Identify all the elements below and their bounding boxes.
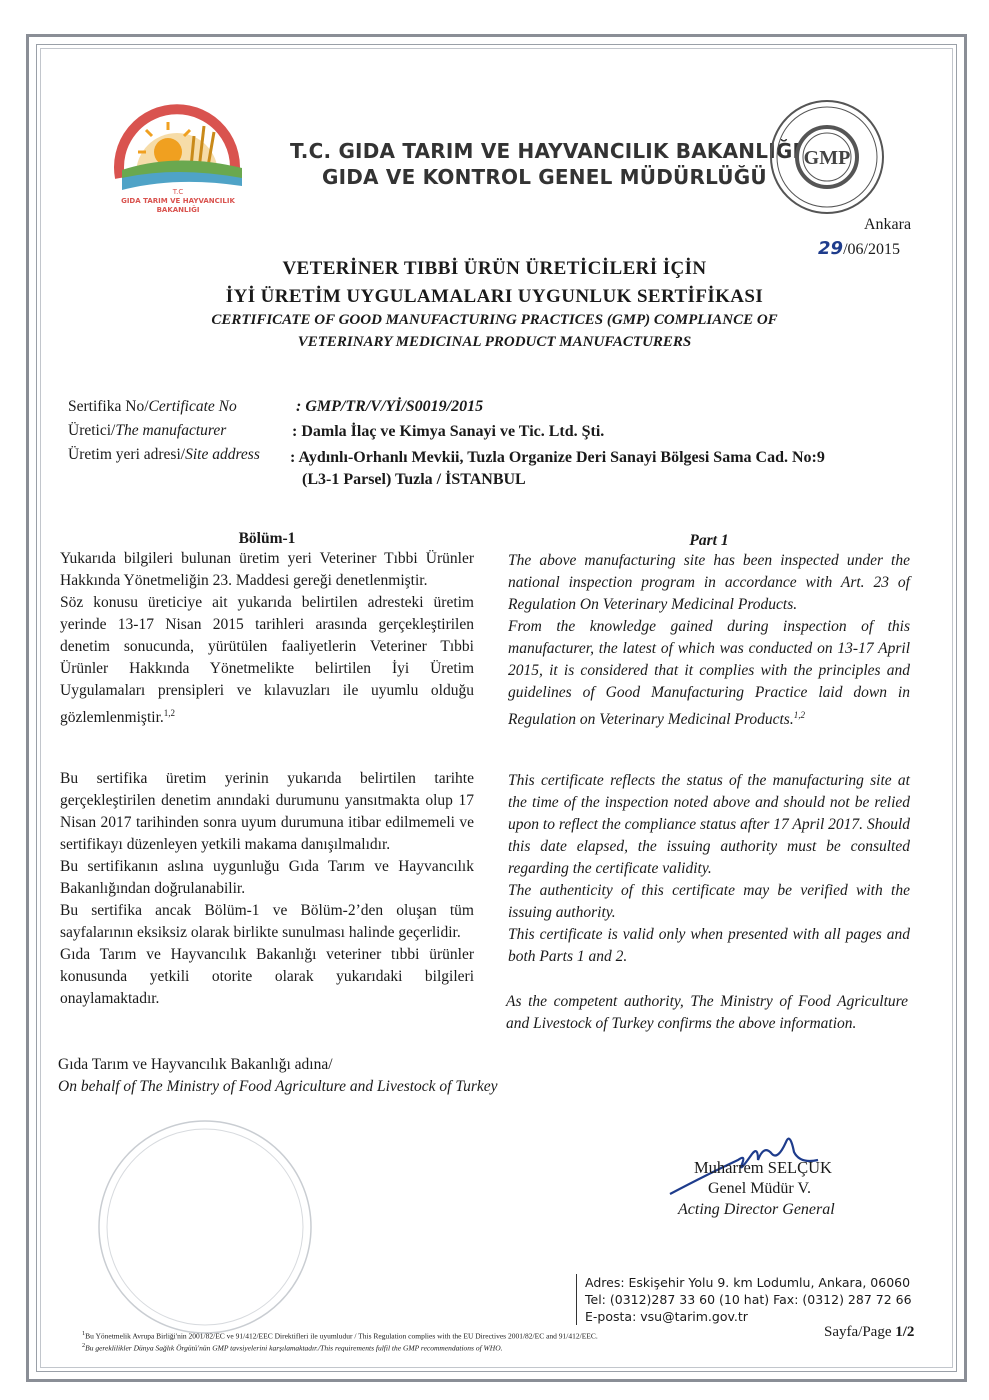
en-paragraph-5: This certificate is valid only when presented with all pages and both Parts 1 and 2.	[508, 926, 910, 965]
tr-paragraph-1: Yukarıda bilgileri bulunan üretim yeri Veteriner Tıbbi Ürünler Hakkında Yönetmeliğin 23. Maddesi gereği denetlenmiştir.	[60, 550, 474, 589]
manufacturer-label: Üretici/The manufacturer	[68, 422, 227, 439]
date-day-handwritten: 29	[818, 238, 844, 259]
svg-text:GMP: GMP	[803, 147, 851, 169]
section-tr-cont	[60, 768, 474, 1010]
tr-paragraph-6: Gıda Tarım ve Hayvancılık Bakanlığı veteriner tıbbi ürünler konusunda yetkili otorite olarak yukarıdaki bilgileri onaylamaktadır.	[60, 946, 474, 1007]
cert-no-value: : GMP/TR/V/Yİ/S0019/2015	[296, 398, 484, 415]
title-en-line1: CERTIFICATE OF GOOD MANUFACTURING PRACTICES (GMP) COMPLIANCE OF	[211, 312, 778, 328]
email-line: E-posta: vsu@tarim.gov.tr	[585, 1309, 748, 1324]
ministry-logo	[106, 86, 246, 216]
site-address-label: Üretim yeri adresi/Site address	[68, 446, 260, 463]
footnote-1: $^1$Bu Yönetmelik Avrupa Birliği'nin 2001/82/EC ve 91/412/EEC Direktifleri ile uyumludur / This Regulation complies with the EU Directives 2001/82/EC and 91/412/EEC.	[82, 1330, 598, 1341]
ministry-header	[290, 138, 800, 190]
signatory-name: Muharrem SELÇUK	[694, 1158, 832, 1177]
behalf-en: On behalf of The Ministry of Food Agriculture and Livestock of Turkey	[58, 1078, 498, 1095]
en-paragraph-4: The authenticity of this certificate may be verified with the issuing authority.	[508, 882, 910, 921]
embossed-seal	[94, 1116, 316, 1338]
site-address-value-2: (L3-1 Parsel) Tuzla / İSTANBUL	[302, 471, 526, 488]
address-line: Adres: Eskişehir Yolu 9. km Lodumlu, Ankara, 06060	[585, 1275, 911, 1290]
gmp-seal	[768, 98, 886, 216]
behalf-tr: Gıda Tarım ve Hayvancılık Bakanlığı adına/	[58, 1056, 333, 1073]
page-number: Sayfa/Page 1/2	[824, 1324, 915, 1340]
en-paragraph-2: From the knowledge gained during inspection of this manufacturer, the latest of which was conducted on 13-17 April 2015, it is considered that it complies with the principles and guidelines of Good Manufacturing Practice laid down in Regulation on Veterinary Medicinal Products.$^{1,2}$	[508, 618, 910, 729]
date-month-year: /06/2015	[843, 241, 900, 258]
ministry-name: T.C. GIDA TARIM VE HAYVANCILIK BAKANLIĞI	[290, 139, 801, 163]
phone-fax-line: Tel: (0312)287 33 60 (10 hat) Fax: (0312) 287 72 66	[585, 1292, 912, 1307]
signatory-title-en: Acting Director General	[678, 1201, 835, 1218]
tr-paragraph-2: Söz konusu üreticiye ait yukarıda belirtilen adresteki üretim yerinde 13-17 Nisan 2015 tarihleri arasında gerçekleştirilen denetim sonucunda, yürütülen faaliyetlerin Veteriner Tıbbi Ürünler Hakkında Yönetmelikte belirtilen İyi Üretim Uygulamaları prensipleri ve kılavuzları ile uyumlu olduğu gözlemlenmiştir.$^{1,2}$	[60, 594, 474, 727]
signatory-title-tr: Genel Müdür V.	[708, 1180, 811, 1197]
issue-city: Ankara	[864, 216, 912, 233]
manufacturer-value: : Damla İlaç ve Kimya Sanayi ve Tic. Ltd. Şti.	[292, 423, 605, 440]
tr-paragraph-4: Bu sertifikanın aslına uygunluğu Gıda Tarım ve Hayvancılık Bakanlığından doğrulanabilir.	[60, 858, 474, 897]
section-en-cont	[508, 770, 910, 968]
cert-no-label: Sertifika No/Certificate No	[68, 398, 237, 415]
tr-paragraph-5: Bu sertifika ancak Bölüm-1 ve Bölüm-2’den oluşan tüm sayfalarının eksiksiz olarak birlikte sunulması halinde geçerlidir.	[60, 902, 474, 941]
tr-paragraph-3: Bu sertifika üretim yerinin yukarıda belirtilen tarihte gerçekleştirilen denetim anındaki durumunu yansıtmakta olup 17 Nisan 2017 tarihinden sonra uyum durumuna itibar edilmemeli ve sertifikayı düzenleyen yetkili makama danışılmalıdır.	[60, 770, 474, 853]
section-tr-heading: Bölüm-1	[238, 530, 296, 547]
title-en-line2: VETERINARY MEDICINAL PRODUCT MANUFACTURERS	[297, 334, 692, 350]
svg-text:GIDA TARIM VE HAYVANCILIK: GIDA TARIM VE HAYVANCILIK	[121, 197, 235, 205]
directorate-name: GIDA VE KONTROL GENEL MÜDÜRLÜĞÜ	[322, 165, 767, 189]
svg-text:BAKANLIĞI: BAKANLIĞI	[156, 206, 200, 214]
section-en	[508, 532, 910, 731]
en-paragraph-1: The above manufacturing site has been inspected under the national inspection program in accordance with Art. 23 of Regulation On Veterinary Medicinal Products.	[508, 552, 910, 613]
svg-text:T.C: T.C	[172, 188, 184, 196]
contact-address	[576, 1274, 912, 1325]
title-tr-line2: İYİ ÜRETİM UYGULAMALARI UYGUNLUK SERTİFİKASI	[225, 286, 764, 307]
en-paragraph-6: As the competent authority, The Ministry of Food Agriculture and Livestock of Turkey confirms the above information.	[506, 993, 908, 1032]
site-address-value-1: : Aydınlı-Orhanlı Mevkii, Tuzla Organize Deri Sanayi Bölgesi Sama Cad. No:9	[290, 449, 825, 466]
section-en-heading: Part 1	[689, 532, 729, 549]
title-tr-line1: VETERİNER TIBBİ ÜRÜN ÜRETİCİLERİ İÇİN	[282, 258, 707, 279]
footnote-2: $^2$Bu gereklilikler Dünya Sağlık Örgütü'nün GMP tavsiyelerini karşılamaktadır./This requirements fulfil the GMP recommendations of WHO.	[82, 1342, 503, 1353]
section-tr	[60, 530, 474, 729]
en-paragraph-3: This certificate reflects the status of the manufacturing site at the time of the inspection noted above and should not be relied upon to reflect the compliance status after 17 April 2017. Should this date elapsed, the issuing authority must be consulted regarding the certificate validity.	[508, 772, 910, 877]
issue-date	[818, 238, 900, 259]
